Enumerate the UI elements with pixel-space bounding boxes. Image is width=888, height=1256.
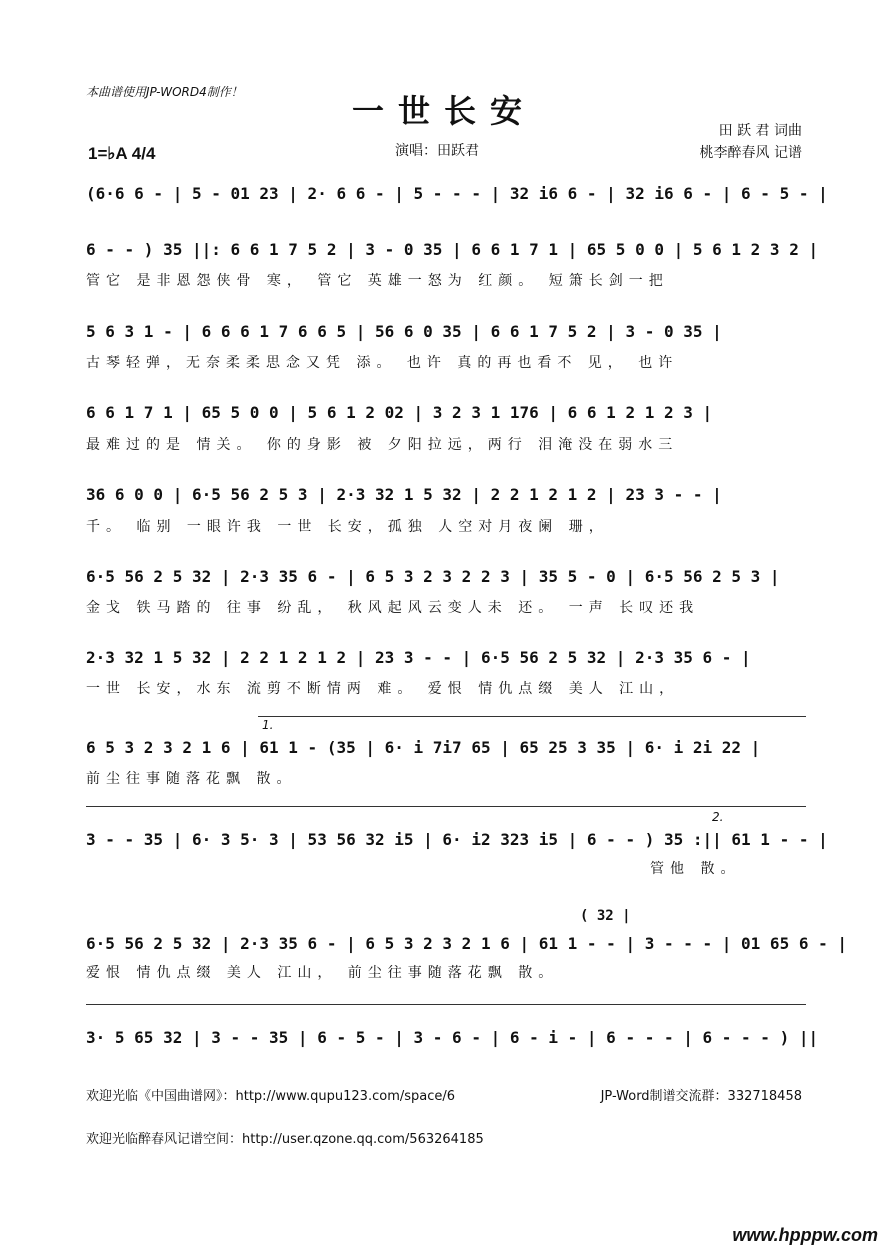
notation-line-4: 6 6 1 7 1 | 65 5 0 0 | 5 6 1 2 02 | 3 2 3 1 176 | 6 6 1 2 1 2 3 | [86,403,713,422]
lyric-line-4: 最难过的是 情关。 你的身影 被 夕阳拉远，两行 泪淹没在弱水三 [86,437,679,453]
notation-line-3: 5 6 3 1 - | 6 6 6 1 7 6 6 5 | 56 6 0 35 | 6 6 1 7 5 2 | 3 - 0 35 | [86,322,722,341]
lyric-line-7: 一世 长安，水东 流剪不断情两 难。 爱恨 情仇点缀 美人 江山， [86,681,680,697]
notation-line-9: 3 - - 35 | 6· 3 5· 3 | 53 56 32 i5 | 6· i2 323 i5 | 6 - - ) 35 :|| 61 1 - - | [86,830,828,849]
lyric-line-2: 管它 是非恩怨侠骨 寒， 管它 英雄一怒为 红颜。 短箫长剑一把 [86,273,669,289]
footer-space-link[interactable]: 欢迎光临醉春风记谱空间：http://user.qzone.qq.com/563264185 [86,1132,484,1147]
notation-line-8: 6 5 3 2 3 2 1 6 | 61 1 - (35 | 6· i 7i7 65 | 65 25 3 35 | 6· i 2i 22 | [86,738,761,757]
grace-notes: ( 32 | [580,908,631,924]
divider-line-1 [86,806,806,807]
transcriber-credit: 桃李醉春风 记谱 [699,145,802,161]
volta-1-label: 1. [262,718,274,732]
key-signature: 1=♭A 4/4 [88,144,156,163]
notation-line-2: 6 - - ) 35 ||: 6 6 1 7 5 2 | 3 - 0 35 | 6 6 1 7 1 | 65 5 0 0 | 5 6 1 2 3 2 | [86,240,819,259]
divider-line-2 [86,1004,806,1005]
volta-2-label: 2. [712,810,724,824]
footer-site-link[interactable]: 欢迎光临《中国曲谱网》：http://www.qupu123.com/space/6 [86,1089,456,1104]
lyric-line-9: 管他 散。 [650,861,741,877]
notation-line-1: (6·6 6 - | 5 - 01 23 | 2· 6 6 - | 5 - - - | 32 i6 6 - | 32 i6 6 - | 6 - 5 - | [86,184,828,203]
notation-line-10: 6·5 56 2 5 32 | 2·3 35 6 - | 6 5 3 2 3 2 1 6 | 61 1 - - | 3 - - - | 01 65 6 - | [86,934,847,953]
notation-line-7: 2·3 32 1 5 32 | 2 2 1 2 1 2 | 23 3 - - | 6·5 56 2 5 32 | 2·3 35 6 - | [86,648,751,667]
watermark-brand: www.hpppw.com [732,1225,878,1245]
lyric-line-6: 金戈 铁马踏的 往事 纷乱， 秋风起风云变人未 还。 一声 长叹还我 [86,600,700,616]
singer-credit: 演唱：田跃君 [395,143,479,159]
volta-1-bracket [258,716,806,717]
notation-line-6: 6·5 56 2 5 32 | 2·3 35 6 - | 6 5 3 2 3 2 2 3 | 35 5 - 0 | 6·5 56 2 5 3 | [86,567,780,586]
page-title: 一世长安 [351,92,536,130]
composer-credit: 田 跃 君 词曲 [718,123,802,139]
software-note: 本曲谱使用JP-WORD4制作！ [86,85,243,99]
notation-line-11: 3· 5 65 32 | 3 - - 35 | 6 - 5 - | 3 - 6 - | 6 - i - | 6 - - - | 6 - - - ) || [86,1028,819,1047]
notation-line-5: 36 6 0 0 | 6·5 56 2 5 3 | 2·3 32 1 5 32 | 2 2 1 2 1 2 | 23 3 - - | [86,485,722,504]
lyric-line-10: 爱恨 情仇点缀 美人 江山， 前尘往事随落花飘 散。 [86,965,559,981]
lyric-line-5: 千。 临别 一眼许我 一世 长安，孤独 人空对月夜阑 珊， [86,519,609,535]
footer-group-info: JP-Word制谱交流群：332718458 [600,1089,802,1104]
lyric-line-3: 古琴轻弹，无奈柔柔思念又凭 添。 也许 真的再也看不 见， 也许 [86,355,679,371]
lyric-line-8: 前尘往事随落花飘 散。 [86,771,297,787]
